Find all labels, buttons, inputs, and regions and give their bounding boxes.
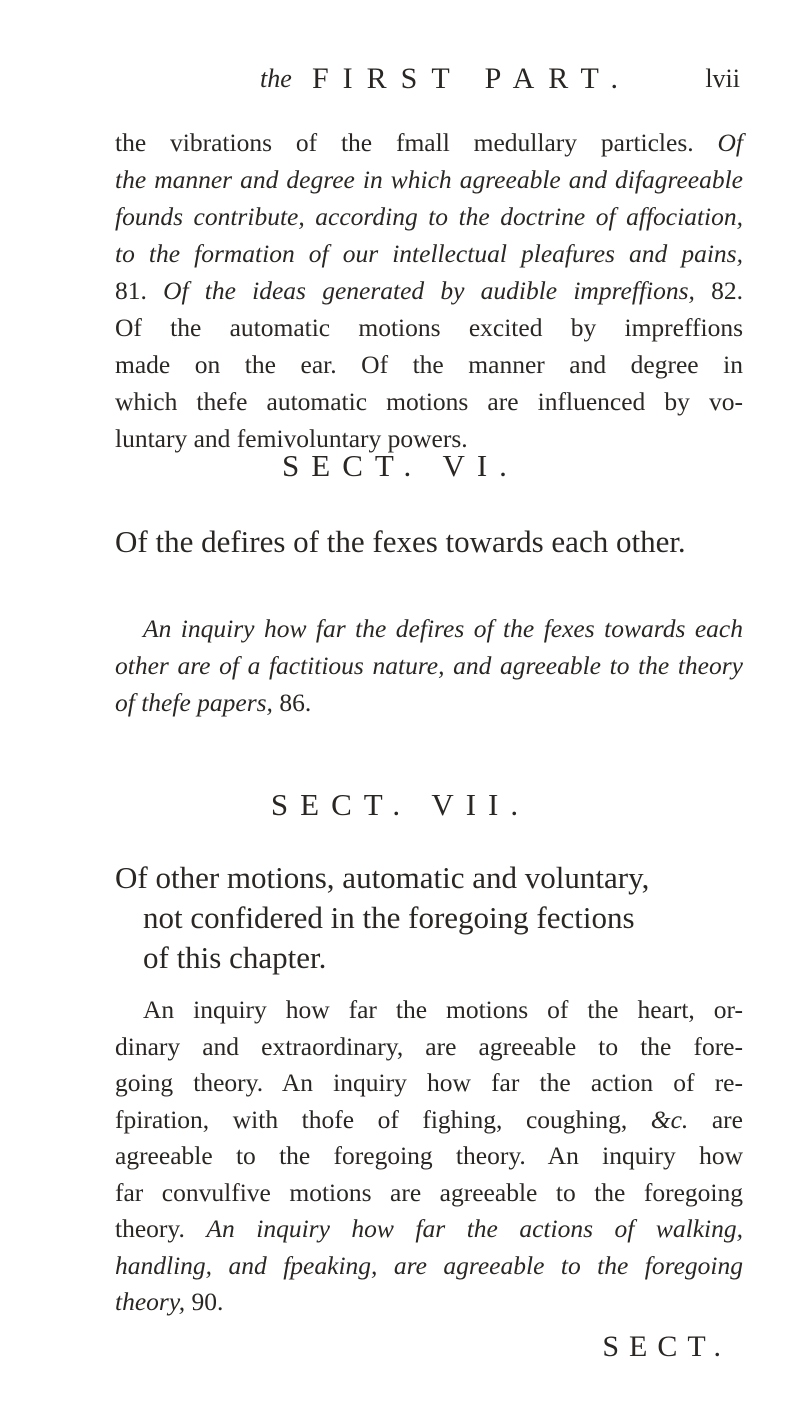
section-7-summary [115, 992, 743, 1321]
title-line: Of other motions, automatic and voluntary, [115, 860, 650, 895]
running-header [260, 62, 740, 102]
text-line: theory, 90. [115, 1287, 224, 1316]
text-line: which thefe automatic motions are influenced by vo- [115, 387, 743, 416]
page-number: lvii [705, 64, 740, 93]
title-line: of this chapter. [143, 940, 327, 975]
text-line: agreeable to the foregoing theory. An inquiry how [115, 1141, 743, 1170]
text-line: theory. An inquiry how far the actions of walking, [115, 1214, 743, 1243]
catchword: SECT. [602, 1330, 731, 1363]
text-line: far convulfive motions are agreeable to the foregoing [115, 1177, 743, 1207]
section-title-7 [115, 858, 755, 978]
title-line: not confidered in the foregoing fections [143, 900, 635, 935]
text-line: founds contribute, according to the doctrine of affociation, [115, 202, 743, 231]
text-line: the manner and degree in which agreeable and difagreeable [115, 165, 743, 194]
text-line: going theory. An inquiry how far the action of re- [115, 1068, 743, 1097]
text-line: dinary and extraordinary, are agreeable to the fore- [115, 1031, 743, 1061]
section-heading-7: SECT. VII. [270, 787, 531, 822]
text-line: the vibrations of the fmall medullary particles. Of [115, 128, 743, 157]
text-line: to the formation of our intellectual pleafures and pains, [115, 239, 743, 268]
text-line: luntary and femivoluntary powers. [115, 424, 468, 453]
running-head-italic: the [260, 64, 292, 93]
text-line: 81. Of the ideas generated by audible impreffions, 82. [115, 276, 744, 305]
text-line: An inquiry how far the defires of the fexes towards each [143, 614, 743, 643]
text-line: handling, and fpeaking, are agreeable to the foregoing [115, 1250, 743, 1280]
section-6-summary [115, 610, 743, 721]
running-head-title: FIRST PART. [312, 62, 633, 95]
text-line: An inquiry how far the motions of the heart, or- [143, 995, 743, 1024]
text-line: fpiration, with thofe of fighing, coughing, &c. are [115, 1104, 743, 1134]
text-line: other are of a factitious nature, and agreeable to the theory [115, 651, 743, 680]
text-line: of thefe papers, 86. [115, 688, 312, 717]
paragraph-continued [115, 124, 743, 457]
section-heading-6: SECT. VI. [282, 448, 519, 483]
section-title-6: Of the defires of the fexes towards each other. [115, 524, 686, 559]
text-line: Of the automatic motions excited by impreffions [115, 313, 743, 342]
text-line: made on the ear. Of the manner and degree in [115, 350, 743, 379]
